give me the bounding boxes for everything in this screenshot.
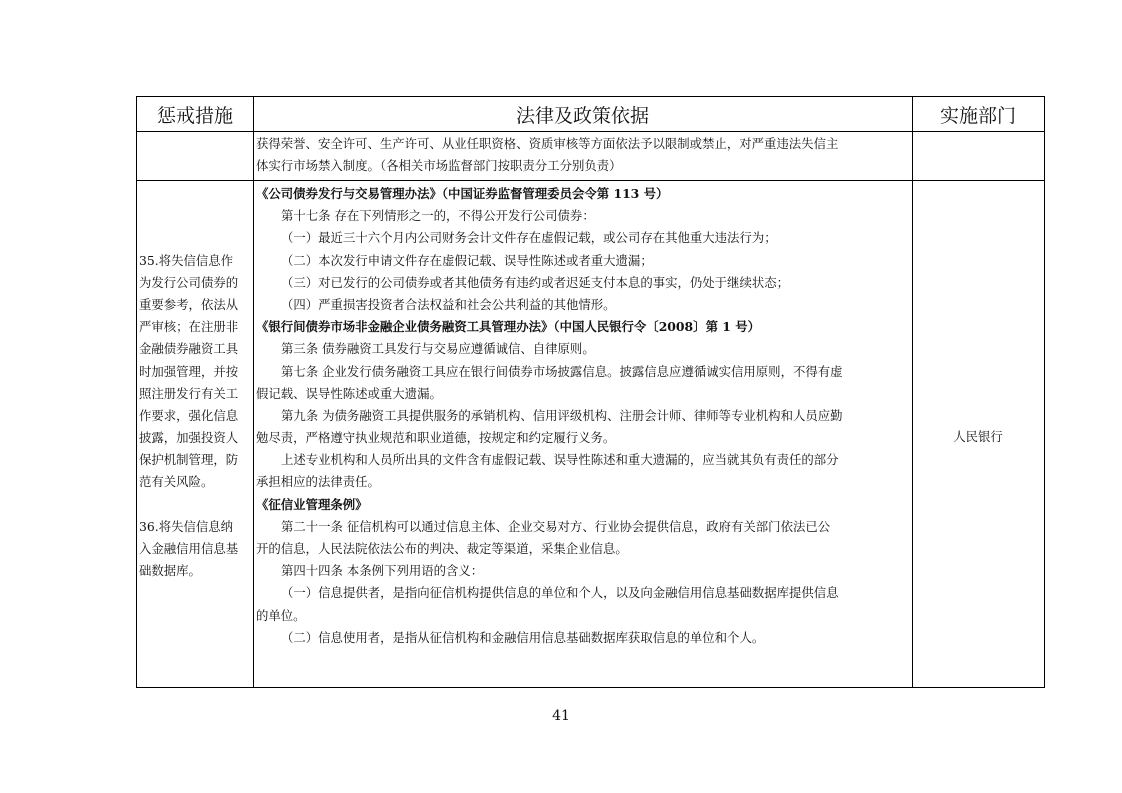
column-divider-2 xyxy=(912,97,913,687)
measure-line: 保护机制管理，防 xyxy=(139,452,239,468)
measure-line xyxy=(139,205,253,227)
header-divider xyxy=(137,131,1044,132)
measure-line: 35.将失信信息作 xyxy=(139,252,234,268)
page-number: 41 xyxy=(552,708,570,724)
law-line: 第九条 为债务融资工具提供服务的承销机构、信用评级机构、注册会计师、律师等专业机构和人员应勤 xyxy=(281,407,843,423)
law-line: （四）严重损害投资者合法权益和社会公共利益的其他情形。 xyxy=(281,296,616,312)
measure-line: 金融债券融资工具 xyxy=(139,341,239,357)
measure-line: 时加强管理，并按 xyxy=(139,363,239,379)
measure-line: 重要参考，依法从 xyxy=(139,296,239,312)
policy-table xyxy=(136,96,1045,688)
measures-column xyxy=(139,183,253,582)
law-line: 第四十四条 本条例下列用语的含义： xyxy=(281,563,484,579)
measure-line: 作要求，强化信息 xyxy=(139,407,239,423)
law-line: 第十七条 存在下列情形之一的，不得公开发行公司债券： xyxy=(281,208,595,224)
top-row-line: 获得荣誉、安全许可、生产许可、从业任职资格、资质审核等方面依法予以限制或禁止，对严重违法失信主 xyxy=(256,136,839,151)
measure-line: 披露，加强投资人 xyxy=(139,430,239,446)
law-line: 的单位。 xyxy=(256,607,306,623)
law-line: 上述专业机构和人员所出具的文件含有虚假记载、误导性陈述和重大遗漏的，应当就其负有责任的部分 xyxy=(281,452,839,468)
legal-basis-column xyxy=(256,183,910,649)
measure-line: 入金融信用信息基 xyxy=(139,541,239,556)
law-line: （二）本次发行申请文件存在虚假记载、误导性陈述或者重大遗漏； xyxy=(281,252,653,268)
header-legal-basis: 法律及政策依据 xyxy=(515,104,649,127)
law-line: 开的信息，人民法院依法公布的判决、裁定等渠道，采集企业信息。 xyxy=(256,541,628,556)
law-title: 《公司债券发行与交易管理办法》（中国证券监督管理委员会令第 113 号） xyxy=(256,186,669,201)
row-divider xyxy=(137,180,1044,181)
law-line: 第七条 企业发行债务融资工具应在银行间债券市场披露信息。披露信息应遵循诚实信用原则，不得有虚 xyxy=(281,363,843,379)
top-row-text xyxy=(256,133,910,177)
law-line: 承担相应的法律责任。 xyxy=(256,474,380,490)
law-title: 《征信业管理条例》 xyxy=(256,496,368,512)
measure-line: 范有关风险。 xyxy=(139,474,214,490)
law-line: 假记载、误导性陈述或重大遗漏。 xyxy=(256,385,442,401)
measure-line xyxy=(139,494,253,516)
law-line: 勉尽责，严格遵守执业规范和职业道德，按规定和约定履行义务。 xyxy=(256,430,616,446)
top-row-line: 体实行市场禁入制度。（各相关市场监督部门按职责分工分别负责） xyxy=(256,158,622,174)
measure-line: 36.将失信信息纳 xyxy=(139,518,234,534)
measure-line xyxy=(139,227,253,249)
measure-line: 础数据库。 xyxy=(139,563,201,579)
law-line: （一）信息提供者，是指向征信机构提供信息的单位和个人，以及向金融信用信息基础数据库提供信息 xyxy=(281,585,839,601)
measure-line: 为发行公司债券的 xyxy=(139,274,239,290)
header-penalty-measures: 惩戒措施 xyxy=(156,104,233,127)
measure-line: 照注册发行有关工 xyxy=(139,385,239,401)
header-department: 实施部门 xyxy=(939,104,1016,127)
measure-line: 严审核；在注册非 xyxy=(139,319,239,335)
measure-line xyxy=(139,183,253,205)
law-line: （二）信息使用者，是指从征信机构和金融信用信息基础数据库获取信息的单位和个人。 xyxy=(281,629,765,645)
law-line: （三）对已发行的公司债券或者其他债务有违约或者迟延支付本息的事实，仍处于继续状态； xyxy=(281,274,790,290)
column-divider-1 xyxy=(253,97,254,687)
law-line: （一）最近三十六个月内公司财务会计文件存在虚假记载，或公司存在其他重大违法行为； xyxy=(281,230,777,246)
department-cell: 人民银行 xyxy=(953,429,1003,444)
law-line: 第三条 债券融资工具发行与交易应遵循诚信、自律原则。 xyxy=(281,341,595,357)
law-title: 《银行间债券市场非金融企业债务融资工具管理办法》（中国人民银行令〔2008〕第 1 号） xyxy=(256,319,760,335)
law-line: 第二十一条 征信机构可以通过信息主体、企业交易对方、行业协会提供信息，政府有关部门依法已公 xyxy=(281,518,831,534)
